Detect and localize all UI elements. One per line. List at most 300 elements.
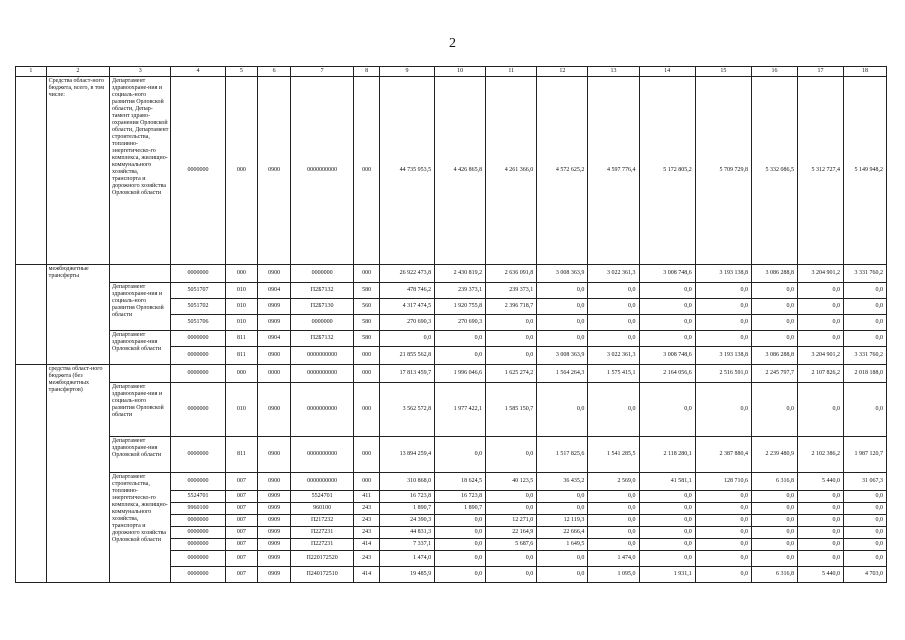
amount-cell: 0,0 bbox=[435, 347, 486, 365]
amount-cell: 0,0 bbox=[486, 567, 537, 583]
amount-cell: 0,0 bbox=[797, 299, 843, 315]
amount-cell: 0,0 bbox=[588, 383, 639, 437]
code-cell: 0909 bbox=[258, 551, 291, 567]
amount-cell: 41 581,1 bbox=[639, 473, 695, 491]
amount-cell: 4 426 865,8 bbox=[435, 77, 486, 265]
budget-table bbox=[15, 66, 887, 583]
amount-cell: 1 564 264,3 bbox=[537, 365, 588, 383]
code-cell: 0900 bbox=[258, 265, 291, 283]
amount-cell: 0,0 bbox=[537, 283, 588, 299]
amount-cell: 0,0 bbox=[797, 515, 843, 527]
amount-cell: 0,0 bbox=[639, 527, 695, 539]
code-cell: 0909 bbox=[258, 539, 291, 551]
code-cell: 0909 bbox=[258, 315, 291, 331]
code-cell: 007 bbox=[225, 473, 258, 491]
code-cell: 0000000 bbox=[171, 567, 225, 583]
code-cell: 580 bbox=[354, 283, 380, 299]
code-cell: 560 bbox=[354, 299, 380, 315]
amount-cell: 0,0 bbox=[588, 491, 639, 503]
code-cell: 0904 bbox=[258, 331, 291, 347]
amount-cell: 1 095,0 bbox=[588, 567, 639, 583]
code-cell: 000 bbox=[354, 347, 380, 365]
code-cell: 007 bbox=[225, 527, 258, 539]
amount-cell: 0,0 bbox=[843, 539, 886, 551]
code-cell: 5524701 bbox=[171, 491, 225, 503]
amount-cell: 0,0 bbox=[695, 331, 751, 347]
amount-cell: 0,0 bbox=[751, 383, 797, 437]
amount-cell: 1 575 415,1 bbox=[588, 365, 639, 383]
code-cell: 5051707 bbox=[171, 283, 225, 299]
amount-cell: 0,0 bbox=[537, 383, 588, 437]
amount-cell: 3 008 748,6 bbox=[639, 347, 695, 365]
amount-cell: 0,0 bbox=[797, 527, 843, 539]
amount-cell: 0,0 bbox=[435, 515, 486, 527]
amount-cell: 1 585 150,7 bbox=[486, 383, 537, 437]
table-row bbox=[16, 437, 887, 473]
amount-cell: 239 373,1 bbox=[486, 283, 537, 299]
column-header: 3 bbox=[110, 67, 171, 77]
amount-cell: 0,0 bbox=[639, 383, 695, 437]
code-cell: 414 bbox=[354, 567, 380, 583]
amount-cell: 0,0 bbox=[486, 503, 537, 515]
page-number: 2 bbox=[449, 36, 456, 51]
code-cell: П240172510 bbox=[290, 567, 353, 583]
amount-cell: 2 118 280,1 bbox=[639, 437, 695, 473]
code-cell: 0904 bbox=[258, 283, 291, 299]
code-cell: 0900 bbox=[258, 77, 291, 265]
amount-cell: 3 086 288,8 bbox=[751, 347, 797, 365]
amount-cell: 0,0 bbox=[639, 299, 695, 315]
code-cell: 000 bbox=[354, 265, 380, 283]
code-cell: 243 bbox=[354, 515, 380, 527]
amount-cell: 0,0 bbox=[797, 503, 843, 515]
amount-cell: 3 204 901,2 bbox=[797, 347, 843, 365]
amount-cell: 128 710,6 bbox=[695, 473, 751, 491]
code-cell: 0000000 bbox=[171, 539, 225, 551]
amount-cell: 44 831,3 bbox=[379, 527, 434, 539]
amount-cell: 19 485,9 bbox=[379, 567, 434, 583]
amount-cell: 0,0 bbox=[751, 503, 797, 515]
amount-cell: 3 193 138,8 bbox=[695, 265, 751, 283]
amount-cell: 36 435,2 bbox=[537, 473, 588, 491]
column-header: 6 bbox=[258, 67, 291, 77]
code-cell: 5524701 bbox=[290, 491, 353, 503]
amount-cell: 0,0 bbox=[751, 283, 797, 299]
amount-cell: 0,0 bbox=[435, 567, 486, 583]
amount-cell: 12 271,0 bbox=[486, 515, 537, 527]
code-cell: 007 bbox=[225, 515, 258, 527]
column-header: 2 bbox=[46, 67, 109, 77]
amount-cell: 0,0 bbox=[639, 283, 695, 299]
amount-cell: 5 312 727,4 bbox=[797, 77, 843, 265]
amount-cell: 0,0 bbox=[797, 539, 843, 551]
amount-cell: 4 572 625,2 bbox=[537, 77, 588, 265]
amount-cell: 6 316,8 bbox=[751, 567, 797, 583]
amount-cell: 4 317 474,5 bbox=[379, 299, 434, 315]
code-cell: П2Б7132 bbox=[290, 283, 353, 299]
amount-cell: 6 316,8 bbox=[751, 473, 797, 491]
amount-cell: 0,0 bbox=[537, 491, 588, 503]
amount-cell: 3 086 288,8 bbox=[751, 265, 797, 283]
amount-cell: 5 687,6 bbox=[486, 539, 537, 551]
code-cell: 0000000000 bbox=[290, 365, 353, 383]
amount-cell: 0,0 bbox=[843, 515, 886, 527]
code-cell: 0000000000 bbox=[290, 473, 353, 491]
table-row bbox=[16, 365, 887, 383]
table-row bbox=[16, 283, 887, 299]
code-cell: 0000000000 bbox=[290, 347, 353, 365]
amount-cell: 2 164 056,6 bbox=[639, 365, 695, 383]
column-header: 7 bbox=[290, 67, 353, 77]
code-cell: 411 bbox=[354, 491, 380, 503]
amount-cell: 3 193 138,8 bbox=[695, 347, 751, 365]
amount-cell: 0,0 bbox=[797, 491, 843, 503]
code-cell: 9960100 bbox=[171, 503, 225, 515]
amount-cell: 40 123,5 bbox=[486, 473, 537, 491]
code-cell: 0909 bbox=[258, 299, 291, 315]
amount-cell: 0,0 bbox=[797, 551, 843, 567]
code-cell: 5051702 bbox=[171, 299, 225, 315]
amount-cell: 22 164,9 bbox=[486, 527, 537, 539]
amount-cell: 0,0 bbox=[588, 315, 639, 331]
amount-cell: 0,0 bbox=[751, 299, 797, 315]
code-cell: 0900 bbox=[258, 347, 291, 365]
column-header: 13 bbox=[588, 67, 639, 77]
amount-cell: 2 569,0 bbox=[588, 473, 639, 491]
code-cell: 0000000 bbox=[171, 347, 225, 365]
indicator-label: межбюджетные трансферты bbox=[46, 265, 109, 365]
amount-cell: 12 119,3 bbox=[537, 515, 588, 527]
column-header: 15 bbox=[695, 67, 751, 77]
code-cell: 0900 bbox=[258, 383, 291, 437]
code-cell: 0000000000 bbox=[290, 383, 353, 437]
amount-cell: 13 894 259,4 bbox=[379, 437, 434, 473]
amount-cell: 1 474,0 bbox=[379, 551, 434, 567]
amount-cell: 0,0 bbox=[751, 491, 797, 503]
code-cell: 000 bbox=[354, 383, 380, 437]
amount-cell: 0,0 bbox=[751, 515, 797, 527]
amount-cell: 1 977 422,1 bbox=[435, 383, 486, 437]
amount-cell: 0,0 bbox=[797, 331, 843, 347]
amount-cell: 0,0 bbox=[695, 383, 751, 437]
amount-cell: 21 855 562,8 bbox=[379, 347, 434, 365]
code-cell: 0900 bbox=[258, 437, 291, 473]
amount-cell: 0,0 bbox=[537, 567, 588, 583]
code-cell: 0000000 bbox=[171, 437, 225, 473]
column-header: 4 bbox=[171, 67, 225, 77]
amount-cell: 270 690,3 bbox=[379, 315, 434, 331]
code-cell: 0000000 bbox=[171, 383, 225, 437]
amount-cell: 31 067,3 bbox=[843, 473, 886, 491]
code-cell: 010 bbox=[225, 315, 258, 331]
column-header: 9 bbox=[379, 67, 434, 77]
amount-cell: 0,0 bbox=[797, 283, 843, 299]
amount-cell: 4 261 366,0 bbox=[486, 77, 537, 265]
code-cell: 0000000 bbox=[171, 551, 225, 567]
amount-cell: 1 541 285,5 bbox=[588, 437, 639, 473]
table-row bbox=[16, 383, 887, 437]
amount-cell: 1 931,1 bbox=[639, 567, 695, 583]
code-cell: 000 bbox=[225, 77, 258, 265]
amount-cell: 478 746,2 bbox=[379, 283, 434, 299]
code-cell: 000 bbox=[354, 365, 380, 383]
code-cell: 0909 bbox=[258, 491, 291, 503]
table-row bbox=[16, 77, 887, 265]
code-cell: 580 bbox=[354, 315, 380, 331]
code-cell: 0909 bbox=[258, 503, 291, 515]
code-cell: 000 bbox=[354, 473, 380, 491]
department-cell: Департамент здравоохране-ния Орловской области bbox=[110, 331, 171, 365]
amount-cell: 0,0 bbox=[588, 539, 639, 551]
amount-cell: 0,0 bbox=[435, 331, 486, 347]
amount-cell: 0,0 bbox=[751, 331, 797, 347]
amount-cell: 3 008 748,6 bbox=[639, 265, 695, 283]
amount-cell: 5 440,0 bbox=[797, 473, 843, 491]
amount-cell: 2 245 797,7 bbox=[751, 365, 797, 383]
amount-cell: 22 666,4 bbox=[537, 527, 588, 539]
amount-cell: 0,0 bbox=[843, 503, 886, 515]
amount-cell: 0,0 bbox=[751, 539, 797, 551]
code-cell: 960100 bbox=[290, 503, 353, 515]
amount-cell: 0,0 bbox=[695, 299, 751, 315]
amount-cell: 0,0 bbox=[537, 503, 588, 515]
code-cell: П217232 bbox=[290, 515, 353, 527]
amount-cell: 5 332 086,5 bbox=[751, 77, 797, 265]
amount-cell: 2 636 091,8 bbox=[486, 265, 537, 283]
amount-cell: 270 690,3 bbox=[435, 315, 486, 331]
amount-cell: 0,0 bbox=[695, 315, 751, 331]
code-cell: 0000 bbox=[258, 365, 291, 383]
amount-cell: 24 390,3 bbox=[379, 515, 434, 527]
code-cell: П2Б7132 bbox=[290, 331, 353, 347]
department-cell bbox=[110, 265, 171, 283]
department-cell: Департамент здравоохране-ния и социаль-ного развития Орловской области bbox=[110, 383, 171, 437]
code-cell: 0000000 bbox=[290, 265, 353, 283]
code-cell: 007 bbox=[225, 567, 258, 583]
department-cell: Департамент здравоохране-ния и социаль-ного развития Орловской области bbox=[110, 283, 171, 331]
amount-cell: 0,0 bbox=[797, 315, 843, 331]
amount-cell: 2 018 188,0 bbox=[843, 365, 886, 383]
amount-cell: 2 239 480,9 bbox=[751, 437, 797, 473]
code-cell: 0909 bbox=[258, 515, 291, 527]
amount-cell: 0,0 bbox=[486, 437, 537, 473]
code-cell: 0000000 bbox=[171, 527, 225, 539]
amount-cell: 2 516 591,0 bbox=[695, 365, 751, 383]
amount-cell: 3 331 760,2 bbox=[843, 265, 886, 283]
column-header: 17 bbox=[797, 67, 843, 77]
header-row bbox=[16, 67, 887, 77]
amount-cell: 0,0 bbox=[588, 283, 639, 299]
amount-cell: 1 625 274,2 bbox=[486, 365, 537, 383]
column-header: 5 bbox=[225, 67, 258, 77]
amount-cell: 0,0 bbox=[588, 299, 639, 315]
code-cell: 000 bbox=[354, 77, 380, 265]
code-cell: 414 bbox=[354, 539, 380, 551]
amount-cell: 0,0 bbox=[486, 315, 537, 331]
column-header: 14 bbox=[639, 67, 695, 77]
code-cell: 007 bbox=[225, 491, 258, 503]
amount-cell: 0,0 bbox=[486, 331, 537, 347]
code-cell: 0000000 bbox=[290, 315, 353, 331]
amount-cell: 0,0 bbox=[843, 331, 886, 347]
amount-cell: 0,0 bbox=[639, 539, 695, 551]
amount-cell: 0,0 bbox=[486, 551, 537, 567]
amount-cell: 1 649,5 bbox=[537, 539, 588, 551]
amount-cell: 3 204 901,2 bbox=[797, 265, 843, 283]
code-cell: 010 bbox=[225, 283, 258, 299]
amount-cell: 0,0 bbox=[843, 491, 886, 503]
table-row bbox=[16, 473, 887, 491]
amount-cell: 5 172 805,2 bbox=[639, 77, 695, 265]
amount-cell: 3 562 572,8 bbox=[379, 383, 434, 437]
amount-cell: 0,0 bbox=[843, 315, 886, 331]
code-cell: 007 bbox=[225, 503, 258, 515]
code-cell: 243 bbox=[354, 503, 380, 515]
code-cell: 0000000 bbox=[171, 515, 225, 527]
code-cell: 010 bbox=[225, 299, 258, 315]
row-number-cell bbox=[16, 265, 47, 365]
amount-cell: 18 624,5 bbox=[435, 473, 486, 491]
code-cell: 000 bbox=[225, 365, 258, 383]
amount-cell: 7 337,1 bbox=[379, 539, 434, 551]
code-cell: 5051706 bbox=[171, 315, 225, 331]
amount-cell: 0,0 bbox=[797, 383, 843, 437]
code-cell: 010 bbox=[225, 383, 258, 437]
code-cell: 580 bbox=[354, 331, 380, 347]
column-header: 1 bbox=[16, 67, 47, 77]
code-cell: 0000000 bbox=[171, 473, 225, 491]
code-cell: 0900 bbox=[258, 473, 291, 491]
code-cell: 811 bbox=[225, 331, 258, 347]
code-cell: 0000000 bbox=[171, 265, 225, 283]
amount-cell: 16 723,8 bbox=[435, 491, 486, 503]
amount-cell: 1 474,0 bbox=[588, 551, 639, 567]
department-cell bbox=[110, 365, 171, 383]
amount-cell: 0,0 bbox=[537, 331, 588, 347]
amount-cell: 1 517 825,6 bbox=[537, 437, 588, 473]
amount-cell: 0,0 bbox=[843, 383, 886, 437]
amount-cell: 5 149 948,2 bbox=[843, 77, 886, 265]
department-cell: Департамент строительства, топливно-энергетическо-го комплекса, жилищно-коммунального хозяйства, транспорта и дорожного хозяйства Орловской области bbox=[110, 473, 171, 583]
amount-cell: 0,0 bbox=[379, 331, 434, 347]
amount-cell: 0,0 bbox=[695, 283, 751, 299]
table-row bbox=[16, 265, 887, 283]
amount-cell: 3 022 361,3 bbox=[588, 347, 639, 365]
code-cell: 0000000000 bbox=[290, 437, 353, 473]
amount-cell: 0,0 bbox=[486, 491, 537, 503]
code-cell: 000 bbox=[225, 265, 258, 283]
amount-cell: 2 396 718,7 bbox=[486, 299, 537, 315]
amount-cell: 0,0 bbox=[537, 551, 588, 567]
amount-cell: 2 387 880,4 bbox=[695, 437, 751, 473]
amount-cell: 0,0 bbox=[435, 551, 486, 567]
amount-cell: 4 703,0 bbox=[843, 567, 886, 583]
amount-cell: 0,0 bbox=[588, 527, 639, 539]
amount-cell: 0,0 bbox=[843, 551, 886, 567]
indicator-label: Средства област-ного бюджета, всего, в том числе: bbox=[46, 77, 109, 265]
code-cell: П220172520 bbox=[290, 551, 353, 567]
column-header: 8 bbox=[354, 67, 380, 77]
code-cell: 0909 bbox=[258, 567, 291, 583]
amount-cell: 4 597 776,4 bbox=[588, 77, 639, 265]
amount-cell: 0,0 bbox=[843, 527, 886, 539]
amount-cell: 0,0 bbox=[639, 331, 695, 347]
column-header: 11 bbox=[486, 67, 537, 77]
amount-cell: 0,0 bbox=[639, 491, 695, 503]
amount-cell: 0,0 bbox=[639, 515, 695, 527]
code-cell: 0000000 bbox=[171, 331, 225, 347]
department-cell: Департамент здравоохране-ния и социаль-ного развития Орловской области, Депар-тамент здраво-охранения Орловской области, Департамент строительства, топливно-энергетическо-го комплекса, жилищно-коммунального хозяйства, транспорта и дорожного хозяйства Орловской области bbox=[110, 77, 171, 265]
amount-cell: 0,0 bbox=[435, 437, 486, 473]
amount-cell: 5 709 729,8 bbox=[695, 77, 751, 265]
amount-cell: 0,0 bbox=[843, 283, 886, 299]
code-cell: 243 bbox=[354, 551, 380, 567]
amount-cell: 310 868,0 bbox=[379, 473, 434, 491]
column-header: 12 bbox=[537, 67, 588, 77]
code-cell: 0000000 bbox=[171, 77, 225, 265]
amount-cell: 0,0 bbox=[588, 331, 639, 347]
amount-cell: 0,0 bbox=[751, 551, 797, 567]
code-cell: 0000000000 bbox=[290, 77, 353, 265]
amount-cell: 26 922 473,8 bbox=[379, 265, 434, 283]
amount-cell: 2 430 819,2 bbox=[435, 265, 486, 283]
department-cell: Департамент здравоохране-ния Орловской области bbox=[110, 437, 171, 473]
amount-cell: 0,0 bbox=[639, 315, 695, 331]
amount-cell: 239 373,1 bbox=[435, 283, 486, 299]
amount-cell: 17 813 459,7 bbox=[379, 365, 434, 383]
amount-cell: 1 920 755,8 bbox=[435, 299, 486, 315]
amount-cell: 0,0 bbox=[695, 567, 751, 583]
code-cell: 007 bbox=[225, 551, 258, 567]
amount-cell: 2 102 386,2 bbox=[797, 437, 843, 473]
row-number-cell bbox=[16, 77, 47, 265]
column-header: 16 bbox=[751, 67, 797, 77]
code-cell: 811 bbox=[225, 347, 258, 365]
code-cell: 811 bbox=[225, 437, 258, 473]
amount-cell: 0,0 bbox=[486, 347, 537, 365]
amount-cell: 1 890,7 bbox=[379, 503, 434, 515]
amount-cell: 0,0 bbox=[695, 515, 751, 527]
amount-cell: 0,0 bbox=[639, 503, 695, 515]
code-cell: П227231 bbox=[290, 539, 353, 551]
amount-cell: 0,0 bbox=[537, 315, 588, 331]
amount-cell: 1 987 120,7 bbox=[843, 437, 886, 473]
amount-cell: 0,0 bbox=[435, 539, 486, 551]
code-cell: П2Б7130 bbox=[290, 299, 353, 315]
amount-cell: 0,0 bbox=[751, 315, 797, 331]
amount-cell: 3 331 760,2 bbox=[843, 347, 886, 365]
amount-cell: 0,0 bbox=[843, 299, 886, 315]
amount-cell: 0,0 bbox=[695, 527, 751, 539]
amount-cell: 1 996 046,6 bbox=[435, 365, 486, 383]
amount-cell: 0,0 bbox=[639, 551, 695, 567]
amount-cell: 3 022 361,3 bbox=[588, 265, 639, 283]
amount-cell: 2 107 826,2 bbox=[797, 365, 843, 383]
amount-cell: 3 008 363,9 bbox=[537, 347, 588, 365]
column-header: 10 bbox=[435, 67, 486, 77]
amount-cell: 0,0 bbox=[588, 515, 639, 527]
amount-cell: 16 723,8 bbox=[379, 491, 434, 503]
amount-cell: 0,0 bbox=[695, 491, 751, 503]
code-cell: 0909 bbox=[258, 527, 291, 539]
amount-cell: 0,0 bbox=[588, 503, 639, 515]
amount-cell: 0,0 bbox=[537, 299, 588, 315]
table-row bbox=[16, 331, 887, 347]
amount-cell: 44 735 953,5 bbox=[379, 77, 434, 265]
code-cell: 000 bbox=[354, 437, 380, 473]
amount-cell: 3 008 363,9 bbox=[537, 265, 588, 283]
row-number-cell bbox=[16, 365, 47, 583]
